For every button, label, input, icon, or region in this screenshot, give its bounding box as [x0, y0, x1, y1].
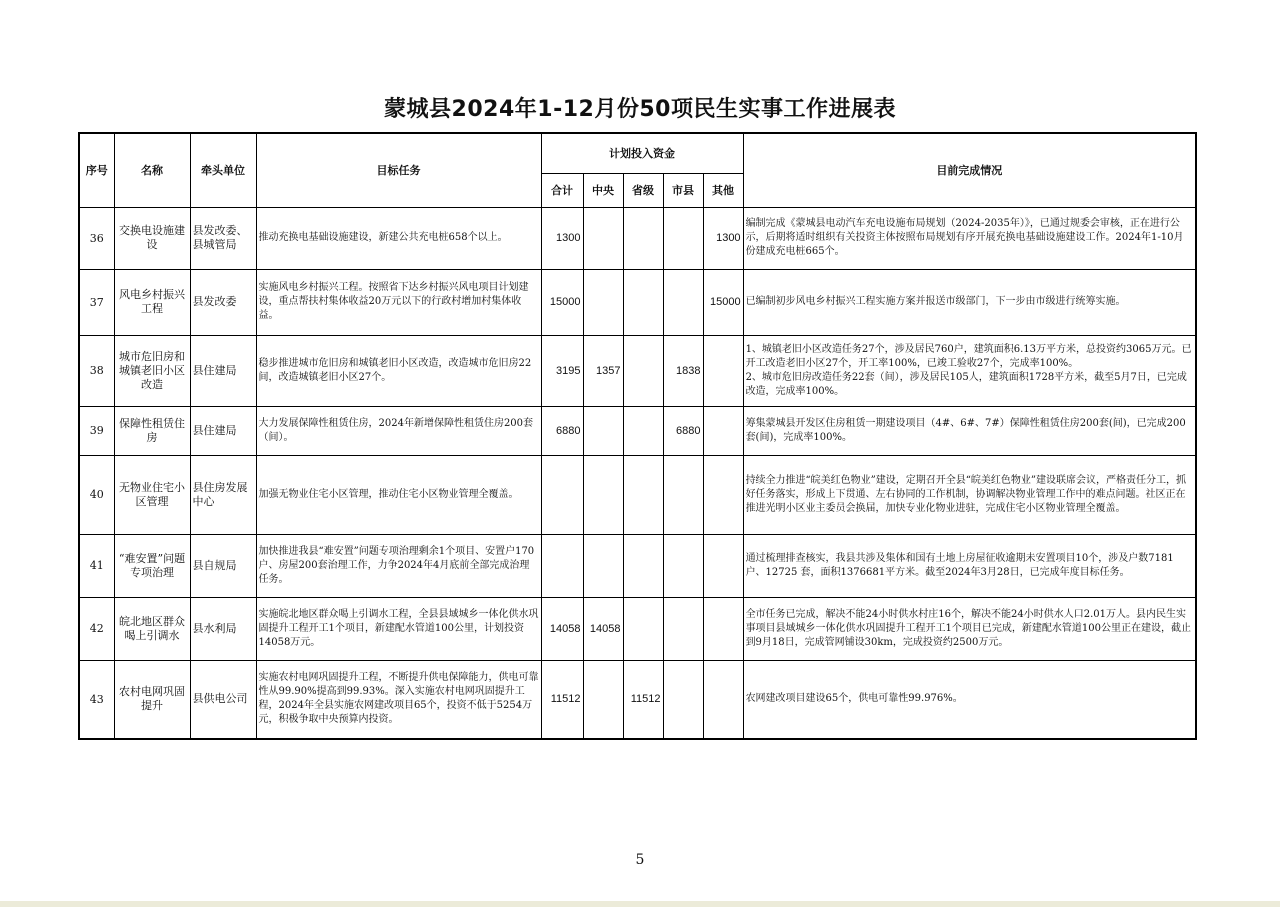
cell-total: 3195 [541, 335, 583, 406]
cell-county [663, 455, 703, 534]
cell-county [663, 660, 703, 739]
cell-seq: 38 [79, 335, 114, 406]
cell-total [541, 455, 583, 534]
cell-lead: 县住建局 [190, 335, 256, 406]
header-county: 市县 [663, 173, 703, 207]
cell-county: 1838 [663, 335, 703, 406]
cell-province [623, 534, 663, 597]
cell-total: 11512 [541, 660, 583, 739]
cell-target: 稳步推进城市危旧房和城镇老旧小区改造，改造城市危旧房22间，改造城镇老旧小区27个。 [256, 335, 541, 406]
cell-other [703, 406, 743, 455]
cell-status: 已编制初步风电乡村振兴工程实施方案并报送市级部门，下一步由市级进行统筹实施。 [743, 269, 1196, 335]
cell-status: 编制完成《蒙城县电动汽车充电设施布局规划（2024-2035年）》，已通过规委会审核，正在进行公示，后期将适时组织有关投资主体按照布局规划有序开展充换电基础设施建设工作。2024年1-10月份建成充电桩665个。 [743, 207, 1196, 269]
cell-lead: 县水利局 [190, 597, 256, 660]
cell-other [703, 597, 743, 660]
cell-province [623, 269, 663, 335]
cell-lead: 县发改委 [190, 269, 256, 335]
cell-name: 风电乡村振兴工程 [114, 269, 190, 335]
cell-seq: 43 [79, 660, 114, 739]
cell-other [703, 335, 743, 406]
cell-province [623, 335, 663, 406]
cell-name: “难安置”问题专项治理 [114, 534, 190, 597]
cell-province [623, 207, 663, 269]
header-province: 省级 [623, 173, 663, 207]
cell-central [583, 406, 623, 455]
cell-seq: 39 [79, 406, 114, 455]
page-title: 蒙城县2024年1-12月份50项民生实事工作进展表 [384, 97, 896, 122]
cell-lead: 县住建局 [190, 406, 256, 455]
cell-name: 皖北地区群众喝上引调水 [114, 597, 190, 660]
table-row [79, 597, 1196, 660]
cell-target: 实施农村电网巩固提升工程，不断提升供电保障能力，供电可靠性从99.90%提高到99.93%。深入实施农村电网巩固提升工程，2024年全县实施农网建改项目65个，投资不低于5254万元，积极争取中央预算内投资。 [256, 660, 541, 739]
cell-status: 1、城镇老旧小区改造任务27个，涉及居民760户，建筑面积6.13万平方米，总投资约3065万元。已开工改造老旧小区27个，开工率100%，已竣工验收27个，完成率100%。 2、城市危旧房改造任务22套（间），涉及居民105人，建筑面积1728平方米，截至5月7日，已完成改造，完成率100%。 [743, 335, 1196, 406]
cell-name: 保障性租赁住房 [114, 406, 190, 455]
scan-edge [0, 901, 1280, 907]
header-target: 目标任务 [256, 133, 541, 207]
cell-target: 加快推进我县“难安置”问题专项治理剩余1个项目、安置户170户、房屋200套治理工作，力争2024年4月底前全部完成治理任务。 [256, 534, 541, 597]
header-total: 合计 [541, 173, 583, 207]
cell-other [703, 660, 743, 739]
table-row [79, 207, 1196, 269]
header-other: 其他 [703, 173, 743, 207]
cell-county [663, 597, 703, 660]
cell-county [663, 534, 703, 597]
cell-county [663, 269, 703, 335]
cell-other [703, 455, 743, 534]
table-body [79, 207, 1196, 739]
header-name: 名称 [114, 133, 190, 207]
header-status: 目前完成情况 [743, 133, 1196, 207]
cell-name: 交换电设施建设 [114, 207, 190, 269]
cell-county [663, 207, 703, 269]
progress-table [78, 132, 1197, 740]
cell-central [583, 269, 623, 335]
cell-county: 6880 [663, 406, 703, 455]
header-central: 中央 [583, 173, 623, 207]
cell-lead: 县供电公司 [190, 660, 256, 739]
cell-status: 农网建改项目建设65个，供电可靠性99.976%。 [743, 660, 1196, 739]
table-row [79, 534, 1196, 597]
cell-lead: 县自规局 [190, 534, 256, 597]
cell-central [583, 534, 623, 597]
cell-seq: 36 [79, 207, 114, 269]
cell-lead: 县发改委、县城管局 [190, 207, 256, 269]
header-seq: 序号 [79, 133, 114, 207]
cell-total [541, 534, 583, 597]
cell-status: 筹集蒙城县开发区住房租赁一期建设项目（4#、6#、7#）保障性租赁住房200套(间)，已完成200套(间)，完成率100%。 [743, 406, 1196, 455]
table-row [79, 269, 1196, 335]
cell-target: 实施风电乡村振兴工程。按照省下达乡村振兴风电项目计划建设，重点帮扶村集体收益20万元以下的行政村增加村集体收益。 [256, 269, 541, 335]
cell-province [623, 455, 663, 534]
cell-seq: 42 [79, 597, 114, 660]
cell-seq: 40 [79, 455, 114, 534]
cell-province [623, 406, 663, 455]
cell-status: 持续全力推进“皖美红色物业”建设，定期召开全县“皖美红色物业”建设联席会议，严格责任分工，抓好任务落实，形成上下贯通、左右协同的工作机制，协调解决物业管理工作中的难点问题。社区正在推进光明小区业主委员会换届，加快专业化物业进驻，完成住宅小区物业管理全覆盖。 [743, 455, 1196, 534]
cell-total: 15000 [541, 269, 583, 335]
cell-total: 1300 [541, 207, 583, 269]
cell-target: 大力发展保障性租赁住房，2024年新增保障性租赁住房200套（间）。 [256, 406, 541, 455]
cell-central [583, 660, 623, 739]
table-row [79, 455, 1196, 534]
cell-central [583, 455, 623, 534]
cell-status: 通过梳理排查核实，我县共涉及集体和国有土地上房屋征收逾期未安置项目10个，涉及户数7181 户、12725 套，面积1376681平方米。截至2024年3月28日，已完成年度目标任务。 [743, 534, 1196, 597]
cell-central: 14058 [583, 597, 623, 660]
cell-total: 6880 [541, 406, 583, 455]
cell-province: 11512 [623, 660, 663, 739]
cell-total: 14058 [541, 597, 583, 660]
cell-lead: 县住房发展中心 [190, 455, 256, 534]
cell-target: 推动充换电基础设施建设，新建公共充电桩658个以上。 [256, 207, 541, 269]
cell-name: 城市危旧房和城镇老旧小区改造 [114, 335, 190, 406]
page-number: 5 [635, 852, 645, 868]
cell-name: 农村电网巩固提升 [114, 660, 190, 739]
cell-target: 加强无物业住宅小区管理，推动住宅小区物业管理全覆盖。 [256, 455, 541, 534]
table-row [79, 335, 1196, 406]
header-funds: 计划投入资金 [541, 133, 743, 173]
cell-central [583, 207, 623, 269]
cell-other: 1300 [703, 207, 743, 269]
cell-other [703, 534, 743, 597]
cell-central: 1357 [583, 335, 623, 406]
table-row [79, 660, 1196, 739]
cell-seq: 41 [79, 534, 114, 597]
table-row [79, 406, 1196, 455]
cell-seq: 37 [79, 269, 114, 335]
cell-name: 无物业住宅小区管理 [114, 455, 190, 534]
header-lead: 牵头单位 [190, 133, 256, 207]
cell-other: 15000 [703, 269, 743, 335]
cell-target: 实施皖北地区群众喝上引调水工程，全县县域城乡一体化供水巩固提升工程开工1个项目，新建配水管道100公里，计划投资14058万元。 [256, 597, 541, 660]
cell-status: 全市任务已完成，解决不能24小时供水村庄16个，解决不能24小时供水人口2.01万人。县内民生实事项目县域城乡一体化供水巩固提升工程开工1个项目已完成，新建配水管道100公里正在建设，截止到9月18日，完成管网铺设30km，完成投资约2500万元。 [743, 597, 1196, 660]
cell-province [623, 597, 663, 660]
